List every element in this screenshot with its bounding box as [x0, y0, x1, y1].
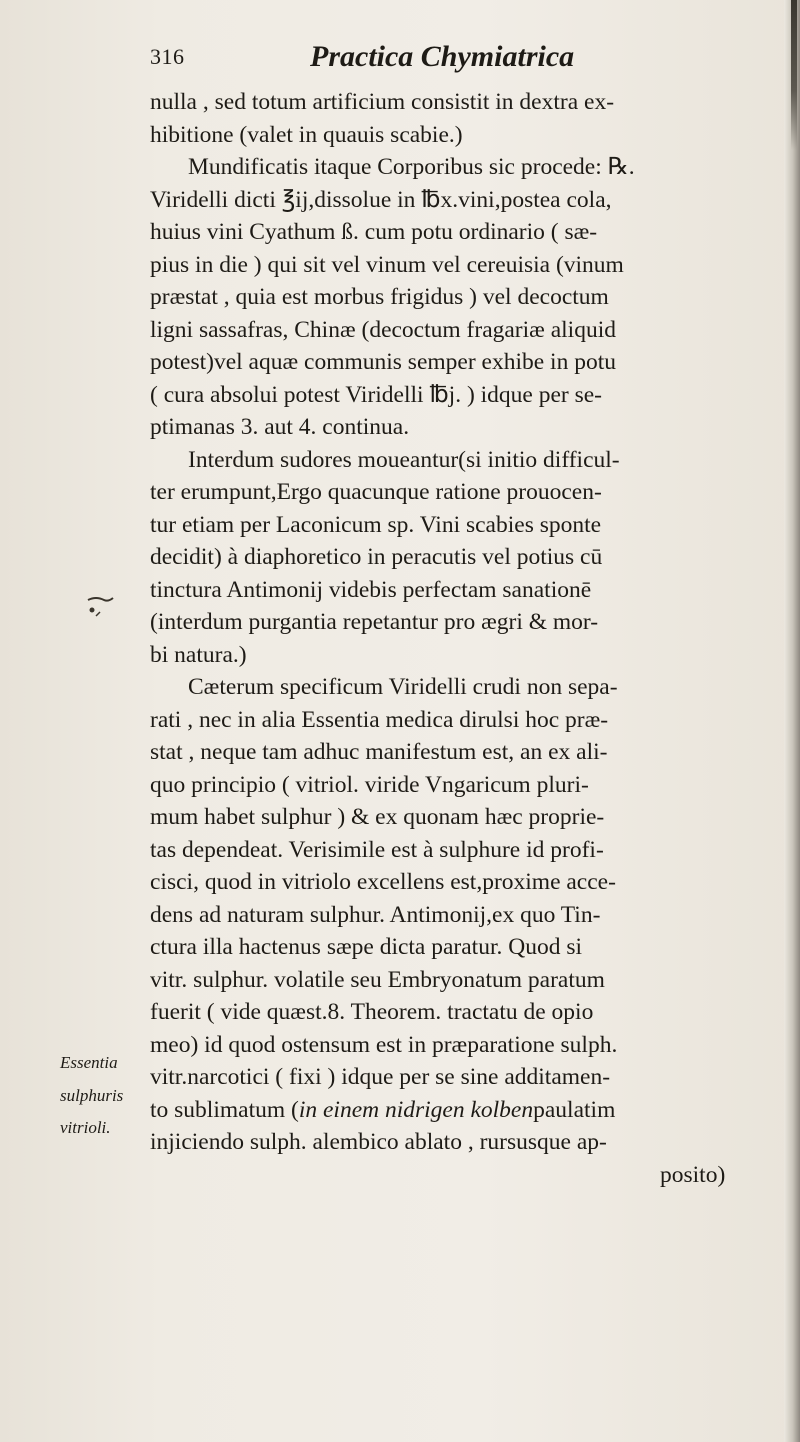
text-line: fuerit ( vide quæst.8. Theorem. tractatu de opio: [150, 999, 594, 1025]
text-line: rati , nec in alia Essentia medica dirulsi hoc præ-: [150, 706, 609, 733]
text-line: Interdum sudores moueantur(si initio difficul-: [188, 446, 620, 473]
text-line: decidit) à diaphoretico in peracutis vel potius cū: [150, 544, 603, 570]
text-line: potest)vel aquæ communis semper exhibe in potu: [150, 349, 616, 375]
text-line: ( cura absolui potest Viridelli ℔j. ) idque per se-: [150, 381, 603, 408]
text-line: tas dependeat. Verisimile est à sulphure id profi-: [150, 836, 604, 863]
text-line: ctura illa hactenus sæpe dicta paratur. Quod si: [150, 934, 583, 960]
text-line: cisci, quod in vitriolo excellens est,proxime acce-: [150, 869, 616, 895]
margin-note-line: vitrioli.: [60, 1118, 111, 1137]
running-title: Practica Chymiatrica: [310, 40, 575, 73]
text-line: pius in die ) qui sit vel vinum vel cereuisia (vinum: [150, 251, 624, 278]
text-line: huius vini Cyathum ß. cum potu ordinario ( sæ-: [150, 219, 598, 245]
text-line: Mundificatis itaque Corporibus sic procede: ℞.: [188, 154, 635, 180]
text-line: quo principio ( vitriol. viride Vngaricum pluri-: [150, 771, 589, 798]
margin-note-line: Essentia: [60, 1053, 118, 1072]
page-number: 316: [150, 44, 185, 69]
text-line-mixed: [150, 1094, 780, 1127]
text-segment: paulatim: [533, 1096, 616, 1123]
text-line: hibitione (valet in quauis scabie.): [150, 121, 463, 148]
text-line: nulla , sed totum artificium consistit in dextra ex-: [150, 89, 615, 115]
margin-note-line: sulphuris: [60, 1085, 124, 1105]
text-segment: to sublimatum (: [150, 1096, 299, 1123]
binding-mark: [791, 0, 797, 150]
text-line: injiciendo sulph. alembico ablato , rursusque ap-: [150, 1129, 607, 1155]
text-line: ter erumpunt,Ergo quacunque ratione prouocen-: [150, 479, 602, 505]
body-text: [150, 86, 780, 1191]
text-line: meo) id quod ostensum est in præparatione sulph.: [150, 1031, 618, 1058]
text-line: Cæterum specificum Viridelli crudi non sepa-: [188, 674, 618, 700]
text-line: Viridelli dicti ℥ij,dissolue in ℔x.vini,postea cola,: [150, 186, 612, 213]
text-line: bi natura.): [150, 641, 247, 668]
catchword: posito): [660, 1161, 726, 1188]
page-edge-shadow: [784, 0, 800, 1442]
margin-note: [60, 1047, 148, 1145]
text-line: dens ad naturam sulphur. Antimonij,ex quo Tin-: [150, 901, 601, 928]
page-header: [150, 40, 670, 84]
text-line: vitr. sulphur. volatile seu Embryonatum paratum: [150, 966, 605, 993]
text-line: ptimanas 3. aut 4. continua.: [150, 414, 410, 440]
text-line: tur etiam per Laconicum sp. Vini scabies sponte: [150, 511, 602, 538]
text-line: tinctura Antimonij videbis perfectam sanationē: [150, 576, 592, 603]
text-line: ligni sassafras, Chinæ (decoctum fragariæ aliquid: [150, 316, 616, 343]
margin-flourish-icon: [86, 592, 116, 620]
text-line: mum habet sulphur ) & ex quonam hæc proprie-: [150, 804, 605, 830]
text-line: vitr.narcotici ( fixi ) idque per se sine additamen-: [150, 1064, 611, 1090]
german-phrase: in einem nidrigen kolben: [298, 1096, 534, 1123]
text-line: (interdum purgantia repetantur pro ægri & mor-: [150, 609, 599, 635]
text-line: præstat , quia est morbus frigidus ) vel decoctum: [150, 284, 609, 310]
text-line: stat , neque tam adhuc manifestum est, an ex ali-: [150, 739, 608, 765]
